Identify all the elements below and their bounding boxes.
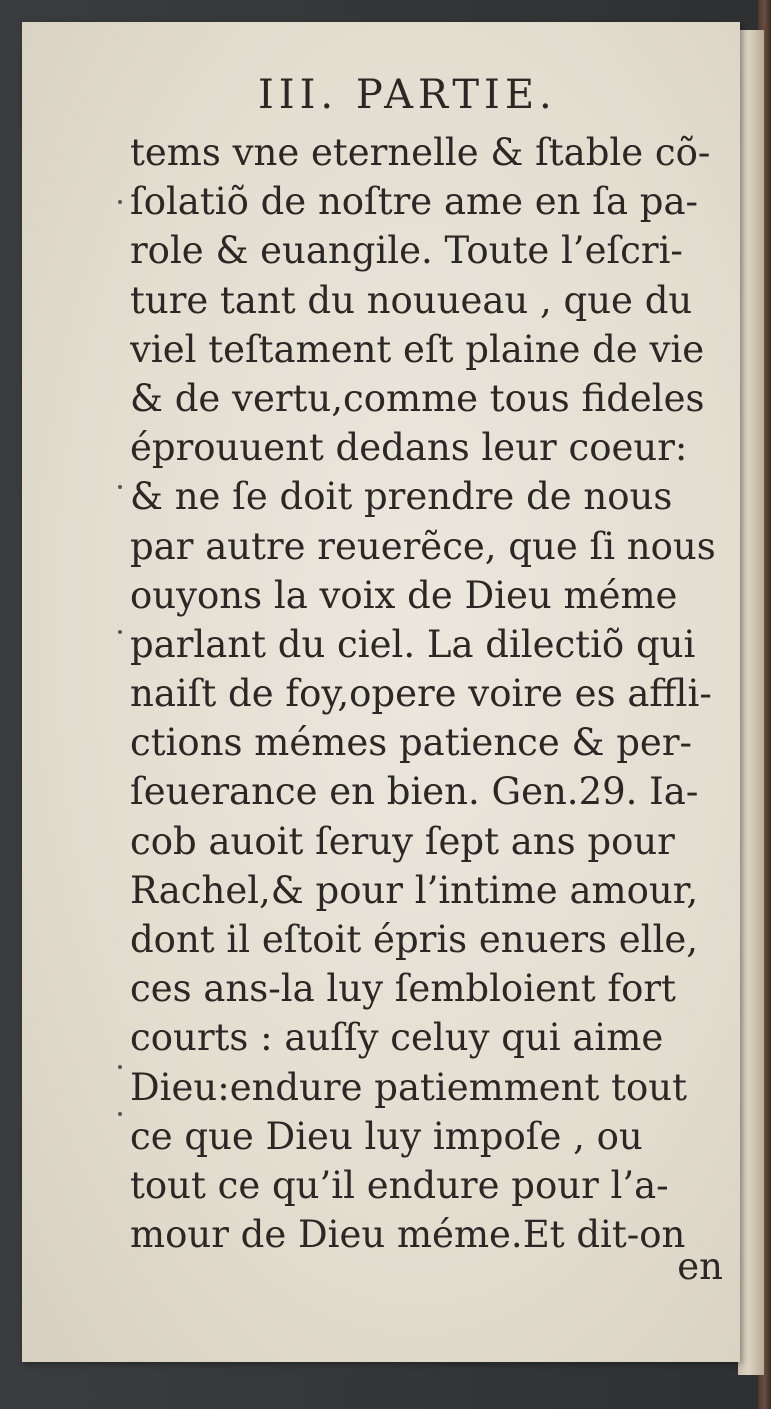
text-line: & de vertu,comme tous fideles xyxy=(130,376,705,420)
text-line: role & euangile. Toute l’eſcri- xyxy=(130,229,683,273)
text-line: viel teſtament eſt plaine de vie xyxy=(130,327,705,371)
text-line: ces ans-la luy ſembloient fort xyxy=(130,967,676,1011)
catchword: en xyxy=(677,1245,723,1288)
text-line: mour de Dieu méme.Et dit-on xyxy=(130,1213,686,1257)
text-line: ture tant du nouueau , que du xyxy=(130,278,693,322)
body-text xyxy=(130,128,730,1259)
text-line: parlant du ciel. La dilectiõ qui xyxy=(130,622,696,666)
text-line: Rachel,& pour l’intime amour, xyxy=(130,868,699,912)
text-line: éprouuent dedans leur coeur: xyxy=(130,426,688,470)
text-line: tout ce qu’il endure pour l’a- xyxy=(130,1163,669,1207)
text-line: ouyons la voix de Dieu méme xyxy=(130,573,678,617)
margin-dot xyxy=(118,485,122,489)
text-line: ctions mémes patience & per- xyxy=(130,721,693,765)
margin-dot xyxy=(118,630,122,634)
text-line: dont il eſtoit épris enuers elle, xyxy=(130,918,699,961)
margin-dot xyxy=(118,200,122,204)
text-line: ce que Dieu luy impoſe , ou xyxy=(130,1114,643,1158)
text-line: & ne ſe doit prendre de nous xyxy=(130,475,673,519)
text-line: cob auoit ſeruy ſept ans pour xyxy=(130,819,675,863)
page-stack-edge xyxy=(738,30,764,1375)
margin-dot xyxy=(118,1112,122,1116)
text-line: courts : auſſy celuy qui aime xyxy=(130,1016,664,1060)
margin-dot xyxy=(118,1065,122,1069)
text-line: ſeuerance en bien. Gen.29. Ia- xyxy=(130,770,699,814)
text-line: ſolatiõ de noſtre ame en ſa pa- xyxy=(130,180,699,224)
text-line: Dieu:endure patiemment tout xyxy=(130,1065,687,1109)
running-header: III. PARTIE. xyxy=(258,72,557,118)
text-line: par autre reuerẽce, que ſi nous xyxy=(130,524,716,568)
text-line: naiſt de foy,opere voire es affli- xyxy=(130,672,712,716)
text-line: tems vne eternelle & ſtable cõ- xyxy=(130,131,711,174)
